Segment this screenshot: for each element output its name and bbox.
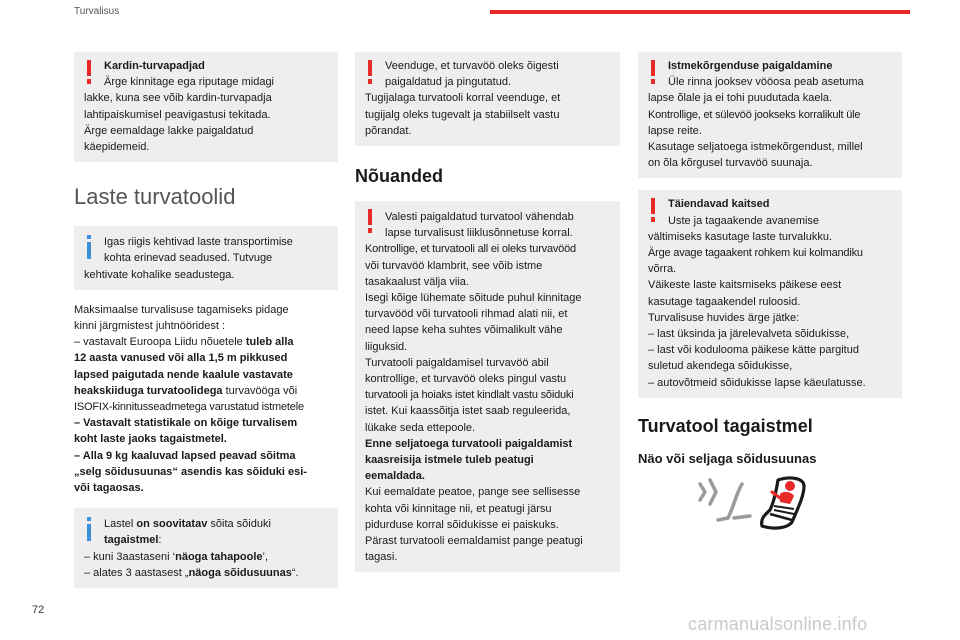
column-3 xyxy=(638,52,902,532)
warning-icon xyxy=(650,198,657,223)
section-header: Turvalisus xyxy=(74,6,120,17)
extra-protection-warning-box: Täiendavad kaitsed Uste ja tagaakende avanemise vältimiseks kasutage laste turvalukku. Ärge avage tagaakent rohkem kui kolmandiku võrra. Väikeste laste kaitsmiseks päikese eest kasutage tagaakendel ruloosid. Turvalisuse huvides ärge jätke: – last üksinda ja järelevalveta sõidukisse, – last või kodulooma päikese kätte pargitud suletud akendega sõidukisse, – autovõtmeid sõidukisse lapse käeulatusse. xyxy=(638,190,902,397)
section-title-rear-seat: Turvatool tagaistmel xyxy=(638,415,813,436)
curtain-airbag-warning-box: Kardin-turvapadjad Ärge kinnitage ega riputage midagi lakke, kuna see võib kardin-turvapadja lahtipaiskumisel peavigastusi tekitada. Ärge eemaldage lakke paigaldatud käepidemeid. xyxy=(74,52,338,162)
info-icon xyxy=(87,235,92,260)
section-title-advice: Nõuanded xyxy=(355,166,443,187)
booster-warning-box: Istmekõrgenduse paigaldamine Üle rinna jooksev vööosa peab asetuma lapse õlale ja ei tohi puudutada kaela. Kontrollige, et sülevöö jookseks korralikult üle lapse reite. Kasutage seljatoega istmekõrgendust, millel on õla kõrgusel turvavöö suunaja. xyxy=(638,52,902,178)
warning-icon xyxy=(367,60,374,85)
page-number: 72 xyxy=(32,604,45,616)
advice-warning-box: Valesti paigaldatud turvatool vähendab lapse turvalisust liiklusõnnetuse korral. Kontrollige, et turvatooli all ei oleks turvavööd või turvavöö klambrit, see võib istme tasakaalust välja viia. Isegi kõige lühemate sõitude puhul kinnitage turvavööd või turvatooli rihmad alati nii, et need lapse keha suhtes võimalikult vähe liiguksid. Turvatooli paigaldamisel turvavöö abil kontrollige, et turvavöö oleks pingul vastu turvatooli ja hoiaks istet kindlalt vastu sõiduki istet. Kui kaassõitja istet saab reguleerida, lükake seda ettepoole. Enne seljatoega turvatooli paigaldamist kaasreisija istmele tuleb peatugi eemaldada. Kui eemaldate peatoe, pange see sellisesse kohta või kinnitage nii, et peatugi järsu pidurduse korral sõidukisse ei paiskuks. Pärast turvatooli eemaldamist pange peatugi tagasi. xyxy=(355,201,620,572)
subsection-title-direction: Näo või seljaga sõidusuunas xyxy=(638,450,817,466)
belt-check-warning-box: Veenduge, et turvavöö oleks õigesti paigaldatud ja pingutatud. Tugijalaga turvatooli korral veenduge, et tugijalg oleks tugevalt ja stabiilselt vastu põrandat. xyxy=(355,52,620,146)
column-1 xyxy=(74,52,338,588)
rear-facing-seat-icon xyxy=(700,480,750,520)
seat-orientation-illustration xyxy=(694,474,834,532)
safety-instructions: Maksimaalse turvalisuse tagamiseks pidage kinni järgmistest juhtnööridest : – vastavalt Euroopa Liidu nõuetele tuleb alla 12 aasta vanused või alla 1,5 m pikkused lapsed paigutada nende kaalule vastavate heakskiiduga turvatoolidega turvavööga või ISOFIX-kinnitusseadmetega varustatud istmetele – Vastavalt statistikale on kõige turvalisem koht laste jaoks tagaistmetel. – Alla 9 kg kaaluvad lapsed peavad sõitma „selg sõidusuunas“ asendis kas sõiduki esi- või tagaosas. xyxy=(74,303,307,495)
warning-icon xyxy=(86,60,93,85)
forward-facing-child-seat-icon xyxy=(762,478,804,528)
column-2 xyxy=(355,52,620,572)
watermark: carmanualsonline.info xyxy=(688,614,868,634)
section-title-child-seats: Laste turvatoolid xyxy=(74,184,236,210)
legal-info-box: Igas riigis kehtivad laste transportimise kohta erinevad seadused. Tutvuge kehtivate kohalike seadustega. xyxy=(74,226,338,290)
warning-icon xyxy=(367,209,374,234)
info-icon xyxy=(87,517,92,542)
header-accent-bar xyxy=(490,10,910,14)
seating-info-box: Lastel on soovitatav sõita sõiduki tagaistmel: – kuni 3aastaseni ‘näoga tahapoole’, – alates 3 aastasest „näoga sõidusuunas“. xyxy=(74,508,338,588)
warning-title: Kardin-turvapadjad xyxy=(104,60,205,72)
seat-icons-svg xyxy=(694,474,834,532)
warning-icon xyxy=(650,60,657,85)
